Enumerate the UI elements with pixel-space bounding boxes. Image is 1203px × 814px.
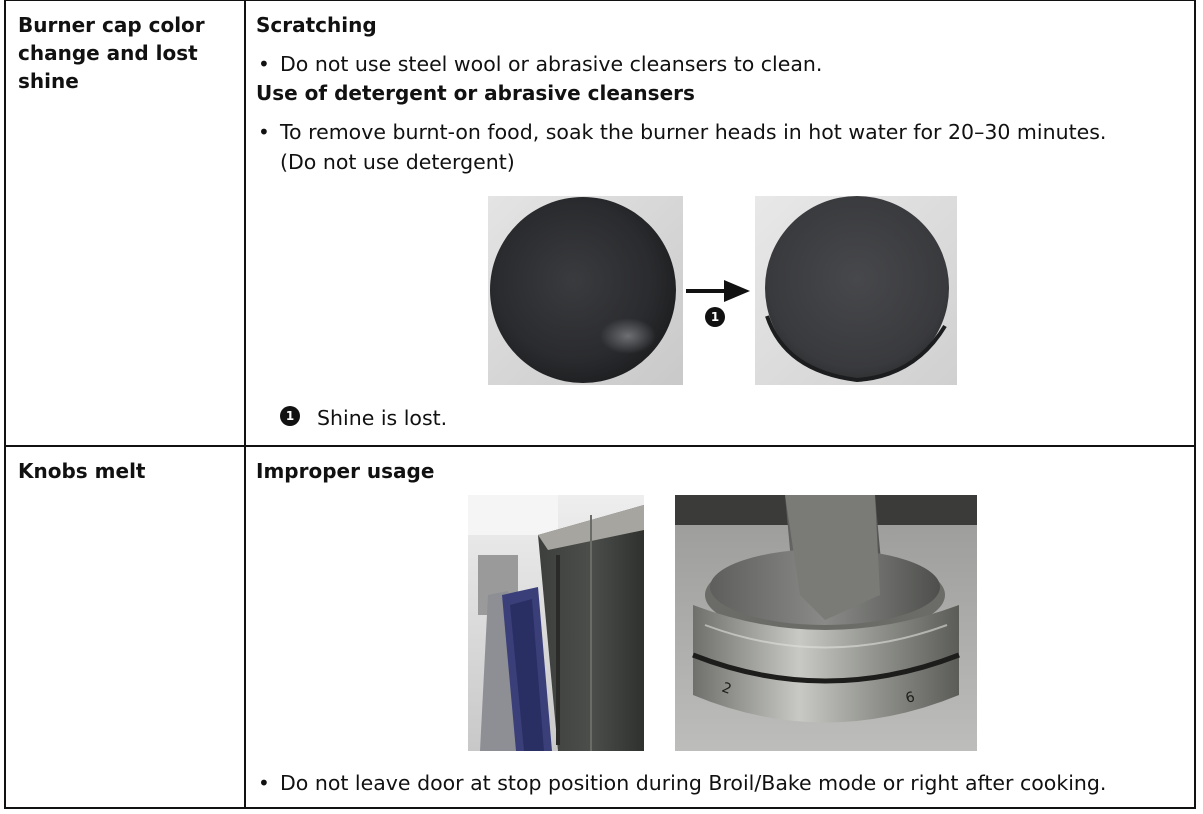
bullet-text-soak-burner: To remove burnt-on food, soak the burner heads in hot water for 20–30 minutes.	[280, 120, 1107, 144]
caption-number-icon: 1	[280, 406, 300, 426]
row-label-knobs-melt: Knobs melt	[18, 459, 146, 483]
troubleshooting-table	[4, 0, 1196, 809]
bullet-continuation-no-detergent: (Do not use detergent)	[280, 150, 515, 174]
melted-knob-photo	[675, 495, 977, 751]
bullet-glyph: •	[258, 771, 270, 795]
caption-shine-lost: Shine is lost.	[317, 406, 448, 430]
knob-number-6: 6	[903, 689, 917, 707]
heading-detergent: Use of detergent or abrasive cleansers	[256, 81, 695, 105]
knob-number-2: 2	[719, 679, 734, 698]
bullet-glyph: •	[258, 120, 270, 144]
heading-improper-usage: Improper usage	[256, 459, 435, 483]
row-divider	[6, 445, 1194, 447]
burner-cap-before-photo	[488, 196, 683, 385]
row-label-burner-cap: Burner cap color change and lost shine	[18, 13, 205, 93]
bullet-text-door-stop: Do not leave door at stop position during Broil/Bake mode or right after cooking.	[280, 771, 1107, 795]
column-divider	[244, 0, 246, 807]
bullet-glyph: •	[258, 52, 270, 76]
range-door-photo	[468, 495, 644, 751]
heading-scratching: Scratching	[256, 13, 377, 37]
bullet-text-steel-wool: Do not use steel wool or abrasive cleansers to clean.	[280, 52, 823, 76]
arrow-right-icon	[686, 280, 752, 302]
burner-cap-after-photo	[755, 196, 957, 385]
callout-number-icon: 1	[705, 307, 725, 327]
